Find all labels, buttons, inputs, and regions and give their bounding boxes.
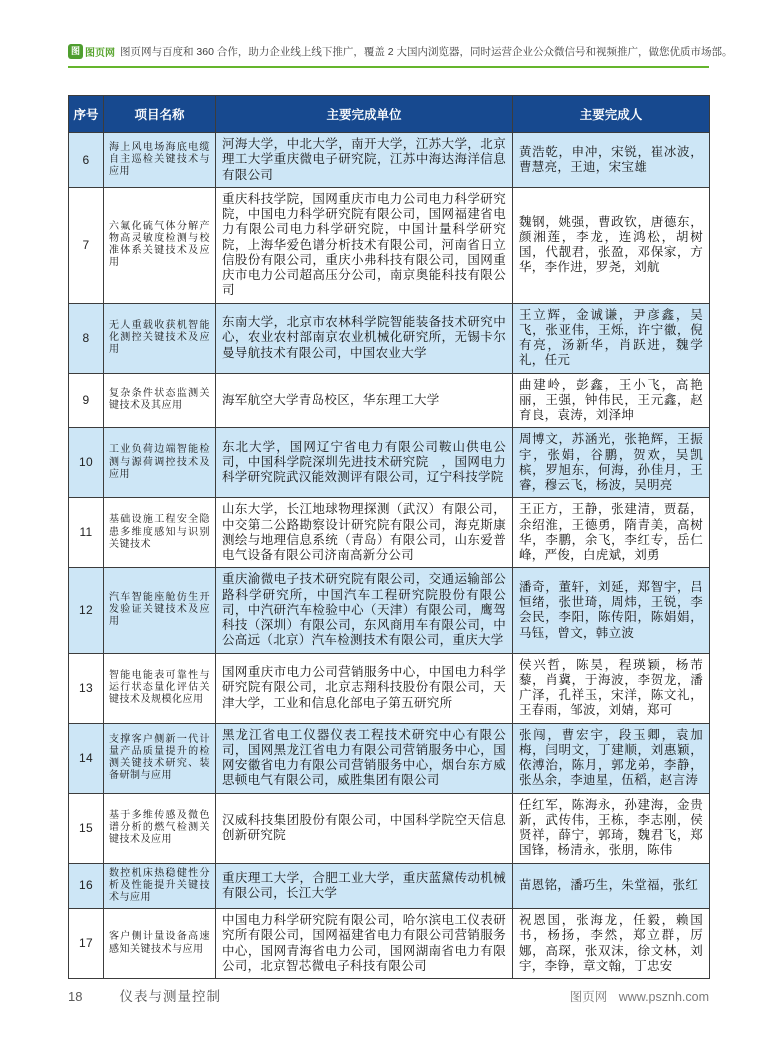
table-row: [69, 909, 710, 979]
table-row: [69, 653, 710, 723]
cell-serial-number: 9: [69, 373, 104, 428]
page-footer: [68, 985, 709, 1005]
cell-main-people: 任红军，陈海永，孙建海，金贵新，武传伟，王栋，李志刚，侯贤祥，薛宁，郭琦，魏君飞，郑国锋，杨清永，张朋，陈伟: [513, 793, 710, 863]
cell-serial-number: 17: [69, 909, 104, 979]
site-logo: [68, 44, 115, 59]
cell-main-units: 黑龙江省电工仪器仪表工程技术研究中心有限公司，国网黑龙江省电力有限公司营销服务中心，国网安徽省电力有限公司营销服务中心，烟台东方威思顿电气有限公司，威胜集团有限公司: [216, 723, 513, 793]
cell-serial-number: 6: [69, 133, 104, 188]
table-header-row: [69, 96, 710, 133]
cell-main-units: 东南大学，北京市农林科学院智能装备技术研究中心，农业农村部南京农业机械化研究所，无锡卡尔曼导航技术有限公司，中国农业大学: [216, 303, 513, 373]
cell-serial-number: 12: [69, 568, 104, 653]
cell-main-people: 祝恩国，张海龙，任毅，赖国书，杨扬，李然，郑立群，厉娜，高琛，张双沫，徐文林，刘宇，李铮，章文翰，丁忠安: [513, 909, 710, 979]
table-row: [69, 373, 710, 428]
cell-main-units: 海军航空大学青岛校区，华东理工大学: [216, 373, 513, 428]
cell-project-name: 无人重载收获机智能化测控关键技术及应用: [104, 303, 216, 373]
cell-project-name: 智能电能表可靠性与运行状态量化评估关键技术及规模化应用: [104, 653, 216, 723]
cell-main-people: 魏钢，姚强，曹政钦，唐德东，颜湘莲，李龙，连鸿松，胡树国，代靓君，张盈，邓保家，方华，李作进，罗尧，刘航: [513, 187, 710, 303]
cell-main-people: 曲建岭，彭鑫，王小飞，高艳丽，王强，钟伟民，王元鑫，赵育良，袁涛，刘泽坤: [513, 373, 710, 428]
cell-main-people: 黄浩乾，申冲，宋锐，崔冰波，曹慧亮，王迪，宋宝雄: [513, 133, 710, 188]
table-row: [69, 568, 710, 653]
header-serial-number: 序号: [69, 96, 104, 133]
cell-main-units: 重庆科技学院，国网重庆市电力公司电力科学研究院，中国电力科学研究院有限公司，国网福建省电力有限公司电力科学研究院，中国计量科学研究院，上海华爱色谱分析技术有限公司，河南省日立信股份有限公司，重庆小弗科技有限公司，国网重庆市电力公司超高压分公司，南京奥能科技有限公司: [216, 187, 513, 303]
cell-main-units: 河海大学，中北大学，南开大学，江苏大学，北京理工大学重庆微电子研究院，江苏中海达海洋信息有限公司: [216, 133, 513, 188]
table-body: [69, 133, 710, 979]
site-logo-icon: 图: [68, 44, 83, 59]
table-row: [69, 793, 710, 863]
cell-project-name: 六氟化硫气体分解产物高灵敏度检测与校准体系关键技术及应用: [104, 187, 216, 303]
cell-main-units: 重庆渝微电子技术研究院有限公司，交通运输部公路科学研究所，中国汽车工程研究院股份有限公司，中汽研汽车检验中心（天津）有限公司，鹰驾科技（深圳）有限公司，东风商用车有限公司，中公高远（北京）汽车检测技术有限公司，重庆大学: [216, 568, 513, 653]
cell-project-name: 海上风电场海底电缆自主巡检关键技术与应用: [104, 133, 216, 188]
publication-title: 仪表与测量控制: [119, 989, 221, 1004]
cell-main-units: 国网重庆市电力公司营销服务中心，中国电力科学研究院有限公司，北京志翔科技股份有限公司，天津大学，工业和信息化部电子第五研究所: [216, 653, 513, 723]
ad-banner[interactable]: [68, 44, 733, 68]
cell-main-people: 周博文，苏涵光，张艳辉，王振宇，张娟，谷鹏，贺欢，吴凯槟，罗旭东，何海，孙佳月，王睿，穆云飞，杨波，吴明亮: [513, 428, 710, 498]
header-main-units: 主要完成单位: [216, 96, 513, 133]
table-row: [69, 863, 710, 909]
cell-main-people: 王正方，王静，张建清，贾磊，余绍淮，王德勇，隋青美，高树华，李鹏，余飞，李红专，岳仁峰，严俊，白虎斌，刘勇: [513, 498, 710, 568]
cell-serial-number: 11: [69, 498, 104, 568]
cell-serial-number: 10: [69, 428, 104, 498]
awards-table: [68, 95, 710, 979]
cell-main-people: 张闯，曹宏宇，段玉卿，袁加梅，闫明文，丁建顺，刘惠颖，依溥治，陈月，郭龙弟，李静，张丛余，李迪星，伍稻，赵言涛: [513, 723, 710, 793]
cell-project-name: 基于多维传感及微色谱分析的燃气检测关键技术及应用: [104, 793, 216, 863]
table-row: [69, 133, 710, 188]
cell-serial-number: 13: [69, 653, 104, 723]
cell-main-units: 汉威科技集团股份有限公司，中国科学院空天信息创新研究院: [216, 793, 513, 863]
cell-project-name: 数控机床热稳健性分析及性能提升关键技术与应用: [104, 863, 216, 909]
cell-main-people: 王立辉，金诚谦，尹彦鑫，吴飞，张亚伟，王烁，许宁徽，倪有亮，汤新华，肖跃进，魏学礼，任元: [513, 303, 710, 373]
header-main-people: 主要完成人: [513, 96, 710, 133]
cell-main-units: 中国电力科学研究院有限公司，哈尔滨电工仪表研究所有限公司，国网福建省电力有限公司营销服务中心，国网青海省电力公司，国网湖南省电力有限公司，北京智芯微电子科技有限公司: [216, 909, 513, 979]
cell-main-units: 重庆理工大学，合肥工业大学，重庆蓝黛传动机械有限公司，长江大学: [216, 863, 513, 909]
cell-serial-number: 16: [69, 863, 104, 909]
footer-site-name: 图页网: [569, 990, 608, 1004]
table-row: [69, 428, 710, 498]
cell-serial-number: 15: [69, 793, 104, 863]
cell-project-name: 汽车智能座舱仿生开发验证关键技术及应用: [104, 568, 216, 653]
table-row: [69, 187, 710, 303]
cell-project-name: 客户侧计量设备高速感知关键技术与应用: [104, 909, 216, 979]
footer-site-url: www.psznh.com: [618, 990, 709, 1004]
footer-site-info: [570, 987, 709, 1005]
cell-serial-number: 14: [69, 723, 104, 793]
cell-main-units: 东北大学，国网辽宁省电力有限公司鞍山供电公司，中国科学院深圳先进技术研究院 ，国网电力科学研究院武汉能效测评有限公司，辽宁科技学院: [216, 428, 513, 498]
page-number: 18: [68, 989, 83, 1004]
cell-main-people: 苗恩铭，潘巧生，朱堂福，张红: [513, 863, 710, 909]
cell-main-people: 侯兴哲，陈昊，程瑛颖，杨芾藜，肖冀，于海波，李贺龙，潘广泽，孔祥玉，宋洋，陈文礼，王春雨，邹波，刘婧，郑可: [513, 653, 710, 723]
cell-project-name: 支撑客户侧新一代计量产品质量提升的检测关键技术研究、装备研制与应用: [104, 723, 216, 793]
cell-project-name: 基础设施工程安全隐患多维度感知与识别关键技术: [104, 498, 216, 568]
cell-project-name: 工业负荷边端智能检测与源荷调控技术及应用: [104, 428, 216, 498]
cell-main-people: 潘奇，董轩，刘延，郑智宇，吕恒绪，张世琦，周炜，王锐，李会民，李阳，陈传阳，陈娟娟，马钰，曾文，韩立波: [513, 568, 710, 653]
cell-serial-number: 7: [69, 187, 104, 303]
table-row: [69, 303, 710, 373]
cell-project-name: 复杂条件状态监测关键技术及其应用: [104, 373, 216, 428]
cell-main-units: 山东大学，长江地球物理探测（武汉）有限公司，中交第二公路勘察设计研究院有限公司，海克斯康测绘与地理信息系统（青岛）有限公司，山东爱普电气设备有限公司济南高新分公司: [216, 498, 513, 568]
site-logo-text: 图页网: [85, 48, 115, 59]
cell-serial-number: 8: [69, 303, 104, 373]
ad-banner-text: 图页网与百度和 360 合作，助力企业线上线下推广，覆盖 2 大国内浏览器，同时运营企业公众微信号和视频推广，做您优质市场部。: [120, 46, 733, 58]
header-project-name: 项目名称: [104, 96, 216, 133]
table-row: [69, 498, 710, 568]
table-row: [69, 723, 710, 793]
